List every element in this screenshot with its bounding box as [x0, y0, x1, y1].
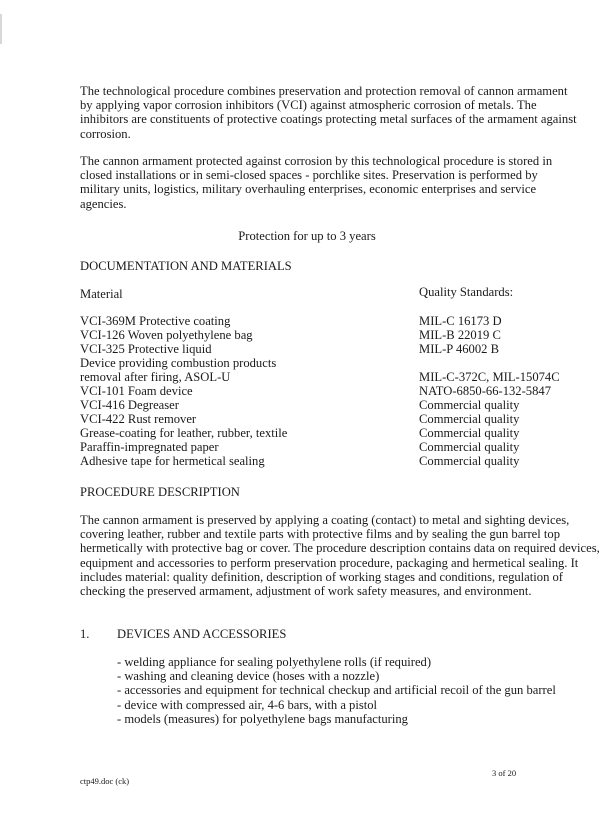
standard-item: Commercial quality [419, 426, 520, 440]
device-item: - device with compressed air, 4-6 bars, with a pistol [117, 697, 378, 712]
standard-item: NATO-6850-66-132-5847 [419, 384, 551, 398]
standard-item: MIL-C 16173 D [419, 314, 502, 328]
standard-item: Commercial quality [419, 398, 520, 412]
material-item: Adhesive tape for hermetical sealing [80, 454, 265, 468]
standard-item: Commercial quality [419, 454, 520, 468]
protection-note: Protection for up to 3 years [238, 229, 376, 243]
material-item: VCI-422 Rust remover [80, 412, 197, 426]
material-item: VCI-369M Protective coating [80, 314, 231, 328]
scan-edge-mark [0, 14, 2, 44]
standards-column-header: Quality Standards: [419, 285, 514, 299]
standard-item: Commercial quality [419, 440, 520, 454]
standard-item: MIL-C-372C, MIL-15074C [419, 370, 560, 384]
material-item: Device providing combustion products [80, 356, 277, 370]
material-item: Paraffin-impregnated paper [80, 440, 219, 454]
section-title: DEVICES AND ACCESSORIES [117, 627, 287, 641]
devices-list [117, 655, 556, 726]
material-item: VCI-101 Foam device [80, 384, 193, 398]
footer-page-number: 3 of 20 [492, 768, 517, 778]
material-item: removal after firing, ASOL-U [80, 370, 231, 384]
footer-filename: ctp49.doc (ck) [80, 776, 130, 786]
procedure-heading: PROCEDURE DESCRIPTION [80, 485, 240, 499]
material-column-header: Material [80, 287, 123, 301]
device-item: - welding appliance for sealing polyethylene rolls (if required) [117, 655, 432, 669]
procedure-paragraph: The cannon armament is preserved by applying a coating (contact) to metal and sighting devices, covering leather, rubber and textile parts with protective films and by sealing the gun barrel top hermetically with protective bag or cover. The procedure description contains data on required devices, equipment and accessories to perform preservation procedure, packaging and hermetical sealing. It includes material: quality definition, description of working stages and conditions, regulation of checking the preserved armament, adjustment of work safety measures, and environment. [80, 513, 600, 599]
material-item: VCI-325 Protective liquid [80, 342, 212, 356]
standards-list [419, 314, 560, 468]
material-item: VCI-126 Woven polyethylene bag [80, 328, 253, 342]
intro-paragraph-2: The cannon armament protected against corrosion by this technological procedure is stored in closed installations or in semi-closed spaces - porchlike sites. Preservation is performed by military units, logistics, military overhauling enterprises, economic enterprises and service agencies. [80, 154, 553, 211]
device-item: - accessories and equipment for technical checkup and artificial recoil of the gun barrel [117, 683, 556, 698]
materials-list [80, 314, 287, 468]
documentation-heading: DOCUMENTATION AND MATERIALS [80, 259, 292, 273]
standard-item [419, 356, 560, 370]
device-item: - washing and cleaning device (hoses with a nozzle) [117, 669, 380, 684]
standard-item: MIL-B 22019 C [419, 328, 501, 342]
section-number: 1. [80, 627, 90, 641]
material-item: VCI-416 Degreaser [80, 398, 179, 412]
standard-item: Commercial quality [419, 412, 520, 426]
intro-paragraph-1: The technological procedure combines preservation and protection removal of cannon armament by applying vapor corrosion inhibitors (VCI) against atmospheric corrosion of metals. The inhibitors are constituents of protective coatings protecting metal surfaces of the armament against corrosion. [80, 84, 577, 141]
device-item: - models (measures) for polyethylene bags manufacturing [117, 711, 408, 726]
material-item: Grease-coating for leather, rubber, textile [80, 426, 288, 440]
standard-item: MIL-P 46002 B [419, 342, 499, 356]
